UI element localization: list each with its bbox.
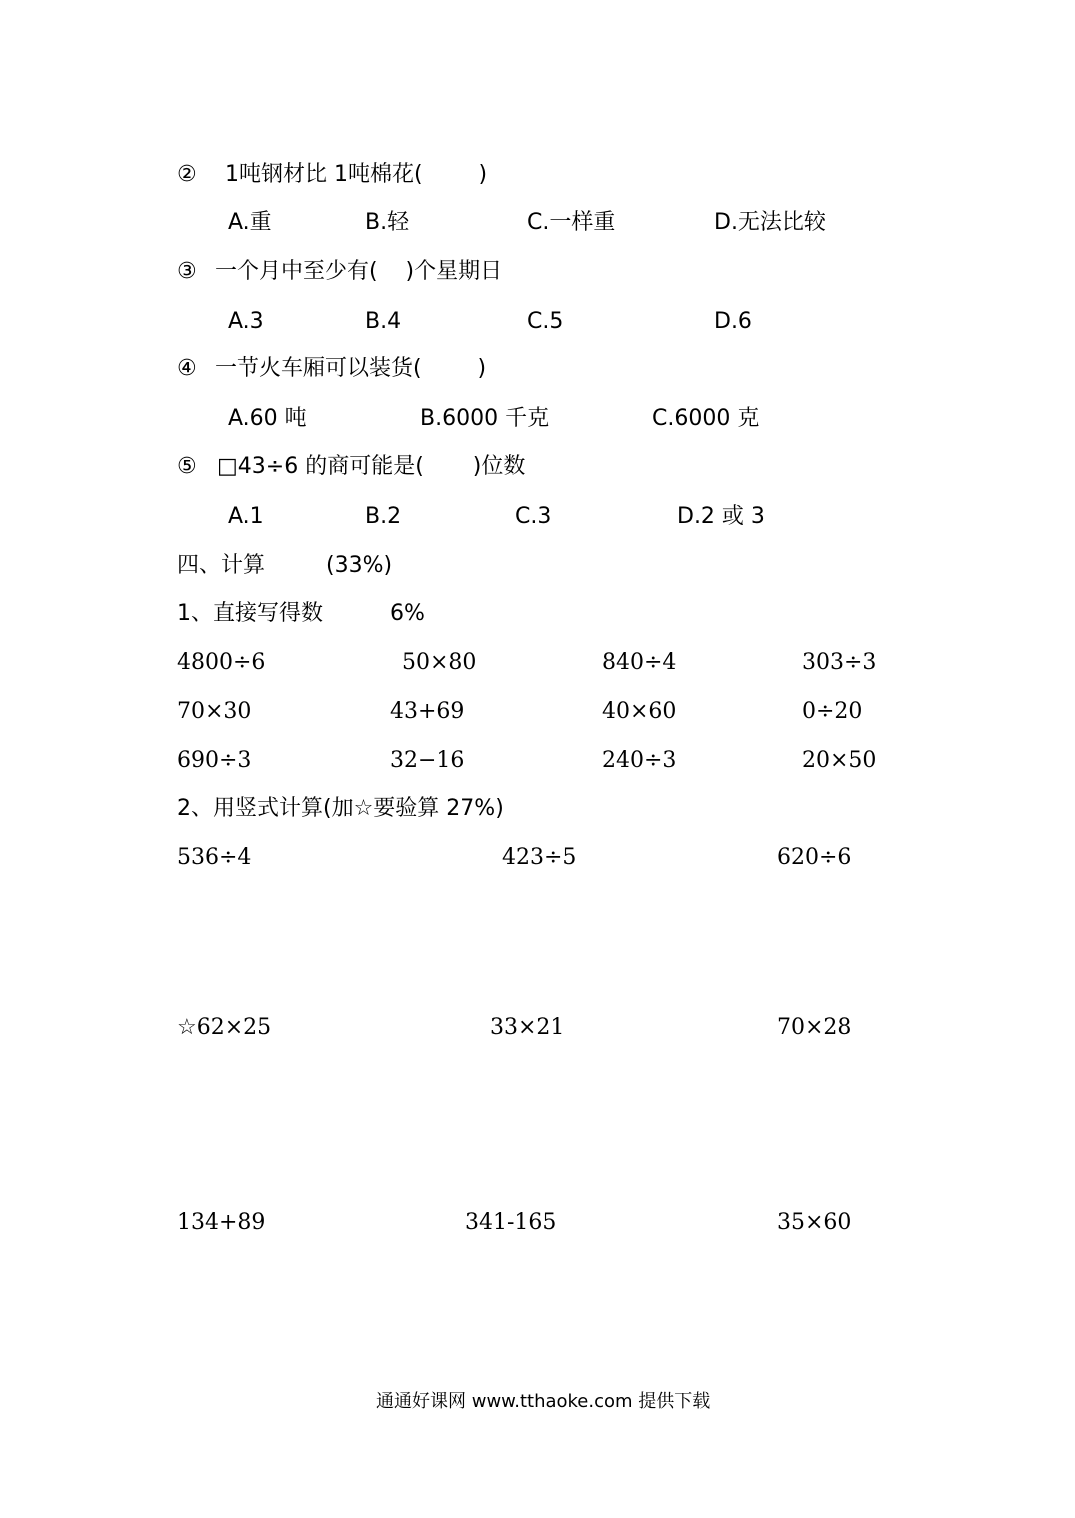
vertical-calc-item: 423÷5 <box>502 845 577 870</box>
question-3-option-b: B.4 <box>365 309 402 334</box>
oral-calc-item: 40×60 <box>602 699 677 724</box>
question-5-option-b: B.2 <box>365 504 402 529</box>
question-3-option-a: A.3 <box>228 309 264 334</box>
part-2-title: 2、用竖式计算(加☆要验算 27%) <box>177 796 504 821</box>
oral-calc-item: 32−16 <box>390 748 465 773</box>
question-5-option-a: A.1 <box>228 504 264 529</box>
footer-text: 通通好课网 www.tthaoke.com 提供下载 <box>376 1391 711 1412</box>
question-4-option-b: B.6000 千克 <box>420 406 550 431</box>
question-3-option-d: D.6 <box>714 309 752 334</box>
question-3-option-c: C.5 <box>527 309 564 334</box>
oral-calc-item: 70×30 <box>177 699 252 724</box>
vertical-calc-item: 536÷4 <box>177 845 252 870</box>
vertical-calc-item: 35×60 <box>777 1210 852 1235</box>
vertical-calc-item: 70×28 <box>777 1015 852 1040</box>
question-4-text: 一节火车厢可以装货( ) <box>215 356 487 381</box>
vertical-calc-item: 620÷6 <box>777 845 852 870</box>
vertical-calc-item: 33×21 <box>490 1015 565 1040</box>
question-4-option-c: C.6000 克 <box>652 406 760 431</box>
section-4-percent: (33%) <box>326 553 393 578</box>
question-3-text: 一个月中至少有( )个星期日 <box>215 259 503 284</box>
oral-calc-item: 50×80 <box>402 650 477 675</box>
oral-calc-item: 43+69 <box>390 699 465 724</box>
question-2-option-a: A.重 <box>228 210 272 235</box>
question-2-number: ② <box>177 162 197 187</box>
vertical-calc-item: ☆62×25 <box>177 1015 272 1040</box>
question-5-option-d: D.2 或 3 <box>677 504 765 529</box>
question-5-option-c: C.3 <box>515 504 552 529</box>
oral-calc-item: 240÷3 <box>602 748 677 773</box>
part-1-percent: 6% <box>390 601 425 626</box>
question-3-number: ③ <box>177 259 197 284</box>
question-5-text: □43÷6 的商可能是( )位数 <box>217 454 526 479</box>
question-2-option-c: C.一样重 <box>527 210 616 235</box>
oral-calc-item: 840÷4 <box>602 650 677 675</box>
oral-calc-item: 690÷3 <box>177 748 252 773</box>
oral-calc-item: 303÷3 <box>802 650 877 675</box>
oral-calc-item: 4800÷6 <box>177 650 266 675</box>
vertical-calc-item: 341-165 <box>465 1210 557 1235</box>
oral-calc-item: 20×50 <box>802 748 877 773</box>
part-1-title: 1、直接写得数 <box>177 601 323 626</box>
question-4-number: ④ <box>177 356 197 381</box>
question-4-option-a: A.60 吨 <box>228 406 307 431</box>
section-4-title: 四、计算 <box>177 553 266 578</box>
question-2-text: 1吨钢材比 1吨棉花( ) <box>218 162 488 187</box>
oral-calc-item: 0÷20 <box>802 699 863 724</box>
question-5-number: ⑤ <box>177 454 197 479</box>
question-2-option-d: D.无法比较 <box>714 210 826 235</box>
question-2-option-b: B.轻 <box>365 210 410 235</box>
vertical-calc-item: 134+89 <box>177 1210 266 1235</box>
